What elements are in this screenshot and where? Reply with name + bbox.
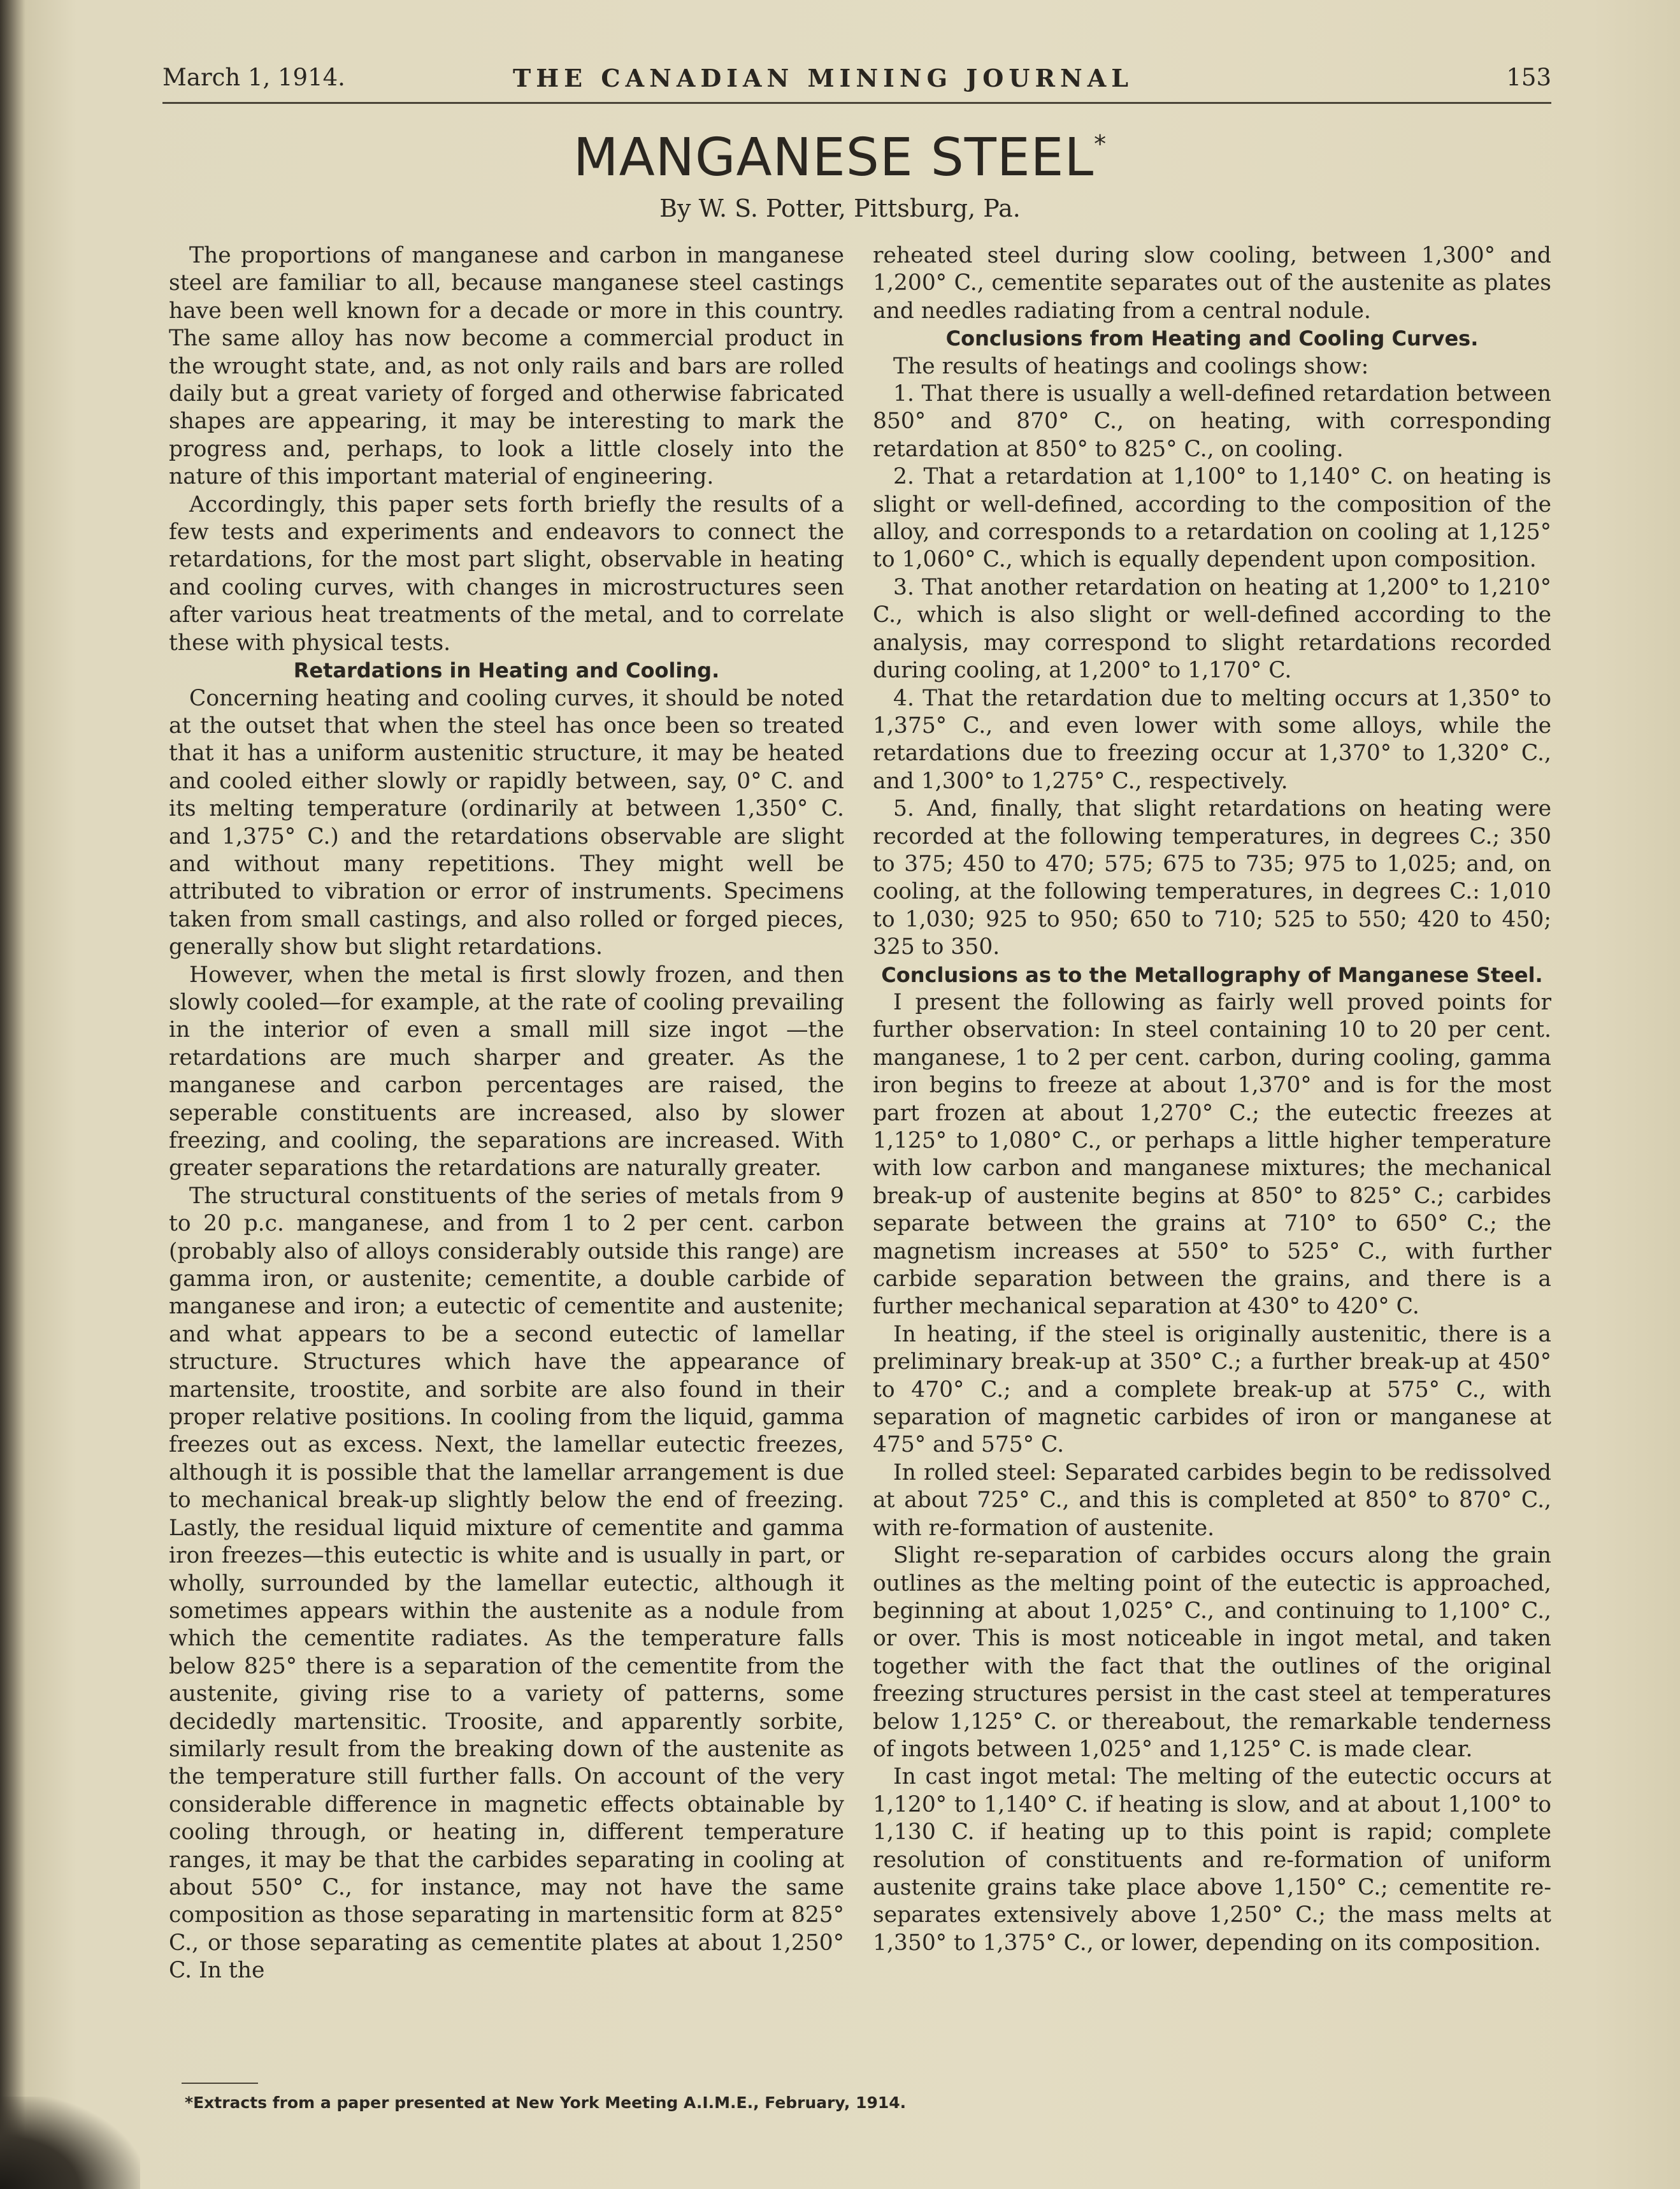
right-column bbox=[873, 242, 1551, 1957]
article-byline: By W. S. Potter, Pittsburg, Pa. bbox=[659, 194, 1021, 222]
list-item: 2. That a retardation at 1,100° to 1,140° C. on heating is slight or well-defined, according to the composition of the alloy, and corresponds to a retardation on cooling at 1,125° to 1,060° C., which is equally dependent upon composition. bbox=[873, 464, 1551, 573]
page-number: 153 bbox=[1506, 64, 1551, 91]
binding-shadow bbox=[0, 2097, 140, 2189]
running-head bbox=[162, 64, 1551, 104]
footnote-rule bbox=[182, 2083, 258, 2084]
list-item: 5. And, finally, that slight retardations on heating were recorded at the following temperatures, in degrees C.; 350 to 375; 450 to 470; 575; 675 to 735; 975 to 1,025; and, on cooling, at the following temperatures, in degrees C.: 1,010 to 1,030; 925 to 950; 650 to 710; 525 to 550; 420 to 450; 325 to 350. bbox=[873, 796, 1551, 960]
footnote: *Extracts from a paper presented at New York Meeting A.I.M.E., February, 1914. bbox=[185, 2093, 907, 2112]
paragraph: reheated steel during slow cooling, between 1,300° and 1,200° C., cementite separates out of the austenite as plates and needles radiating from a central nodule. bbox=[873, 243, 1551, 324]
paragraph: I present the following as fairly well proved points for further observation: In steel containing 10 to 20 per cent. manganese, 1 to 2 per cent. carbon, during cooling, gamma iron begins to freeze at about 1,370° and is for the most part frozen at about 1,270° C.; the eutectic freezes at 1,125° to 1,080° C., or perhaps a little higher temperature with low carbon and manganese mixtures; the mechanical break-up of austenite begins at 850° to 825° C.; carbides separate between the grains at 710° to 650° C.; the magnetism increases at 550° to 525° C., with further carbide separation between the grains, and there is a further mechanical separation at 430° to 420° C. bbox=[873, 989, 1551, 1320]
section-heading: Retardations in Heating and Cooling. bbox=[293, 658, 720, 683]
issue-date: March 1, 1914. bbox=[162, 64, 345, 91]
list-item: 3. That another retardation on heating at 1,200° to 1,210° C., which is also slight or well-defined according to the analysis, may correspond to slight retardations recorded during cooling, at 1,200° to 1,170° C. bbox=[873, 574, 1551, 684]
paragraph: Concerning heating and cooling curves, it should be noted at the outset that when the steel has once been so treated that it has a uniform austenitic structure, it may be heated and cooled either slowly or rapidly between, say, 0° C. and its melting temperature (ordinarily at between 1,350° C. and 1,375° C.) and the retardations observable are slight and without many repetitions. They might well be attributed to vibration or error of instruments. Specimens taken from small castings, and also rolled or forged pieces, generally show but slight retardations. bbox=[169, 685, 844, 960]
paragraph: In rolled steel: Separated carbides begin to be redissolved at about 725° C., and this is completed at 850° to 870° C., with re-formation of austenite. bbox=[873, 1459, 1551, 1541]
left-column bbox=[169, 242, 844, 1985]
section-heading: Conclusions as to the Metallography of Manganese Steel. bbox=[881, 962, 1543, 987]
paragraph: The structural constituents of the series of metals from 9 to 20 p.c. manganese, and from 1 to 2 per cent. carbon (probably also of alloys considerably outside this range) are gamma iron, or austenite; cementite, a double carbide of manganese and iron; a eutectic of cementite and austenite; and what appears to be a second eutectic of lamellar structure. Structures which have the appearance of martensite, troostite, and sorbite are also found in their proper relative positions. In cooling from the liquid, gamma freezes out as excess. Next, the lamellar eutectic freezes, although it is possible that the lamellar arrangement is due to mechanical break-up slightly below the end of freezing. Lastly, the residual liquid mixture of cementite and gamma iron freezes—this eutectic is white and is usually in part, or wholly, surrounded by the lamellar eutectic, although it sometimes appears within the austenite as a nodule from which the cementite radiates. As the temperature falls below 825° there is a separation of the cementite from the austenite, giving rise to a variety of patterns, some decidedly martensitic. Troosite, and apparently sorbite, similarly result from the breaking down of the austenite as the temperature still further falls. On account of the very considerable difference in magnetic effects obtainable by cooling through, or heating in, different temperature ranges, it may be that the carbides separating in cooling at about 550° C., for instance, may not have the same composition as those separating in martensitic form at 825° C., or those separating as cementite plates at about 1,250° C. In the bbox=[169, 1183, 844, 1984]
footnote-marker: * bbox=[1094, 130, 1107, 158]
paragraph: The proportions of manganese and carbon in manganese steel are familiar to all, because manganese steel castings have been well known for a decade or more in this country. The same alloy has now become a commercial product in the wrought state, and, as not only rails and bars are rolled daily but a great variety of forged and otherwise fabricated shapes are appearing, it may be interesting to mark the progress and, perhaps, to look a little closely into the nature of this important material of engineering. bbox=[169, 243, 844, 490]
paragraph: In cast ingot metal: The melting of the eutectic occurs at 1,120° to 1,140° C. if heating is slow, and at about 1,100° to 1,130 C. if heating up to this point is rapid; complete resolution of constituents and re-formation of uniform austenite grains take place above 1,150° C.; cementite re-separates extensively above 1,250° C.; the mass melts at 1,350° to 1,375° C., or lower, depending on its composition. bbox=[873, 1764, 1551, 1956]
paragraph: Accordingly, this paper sets forth briefly the results of a few tests and experiments and endeavors to connect the retardations, for the most part slight, observable in heating and cooling curves, with changes in microstructures seen after various heat treatments of the metal, and to correlate these with physical tests. bbox=[169, 491, 844, 656]
list-item: 1. That there is usually a well-defined retardation between 850° and 870° C., on heating, with corresponding retardation at 850° to 825° C., on cooling. bbox=[873, 381, 1551, 462]
paragraph: However, when the metal is first slowly frozen, and then slowly cooled—for example, at the rate of cooling prevailing in the interior of even a small mill size ingot —the retardations are much sharper and greater. As the manganese and carbon percentages are raised, the seperable constituents are increased, also by slower freezing, and cooling, the separations are increased. With greater separations the retardations are naturally greater. bbox=[169, 962, 844, 1181]
journal-name: THE CANADIAN MINING JOURNAL bbox=[513, 64, 1133, 92]
paragraph: In heating, if the steel is originally austenitic, there is a preliminary break-up at 350° C.; a further break-up at 450° to 470° C.; and a complete break-up at 575° C., with separation of magnetic carbides of iron or manganese at 475° and 575° C. bbox=[873, 1321, 1551, 1458]
paragraph: The results of heatings and coolings show: bbox=[893, 353, 1369, 379]
list-item: 4. That the retardation due to melting occurs at 1,350° to 1,375° C., and even lower with some alloys, while the retardations due to freezing occur at 1,370° to 1,320° C., and 1,300° to 1,275° C., respectively. bbox=[873, 685, 1551, 794]
section-heading: Conclusions from Heating and Cooling Curves. bbox=[945, 326, 1479, 351]
article-title bbox=[0, 127, 1680, 188]
paragraph: Slight re-separation of carbides occurs along the grain outlines as the melting point of the eutectic is approached, beginning at about 1,025° C., and continuing to 1,100° C., or over. This is most noticeable in ingot metal, and taken together with the fact that the outlines of the original freezing structures persist in the cast steel at temperatures below 1,125° C. or thereabout, the remarkable tenderness of ingots between 1,025° and 1,125° C. is made clear. bbox=[873, 1543, 1551, 1762]
article-title-text: MANGANESE STEEL bbox=[573, 127, 1095, 188]
